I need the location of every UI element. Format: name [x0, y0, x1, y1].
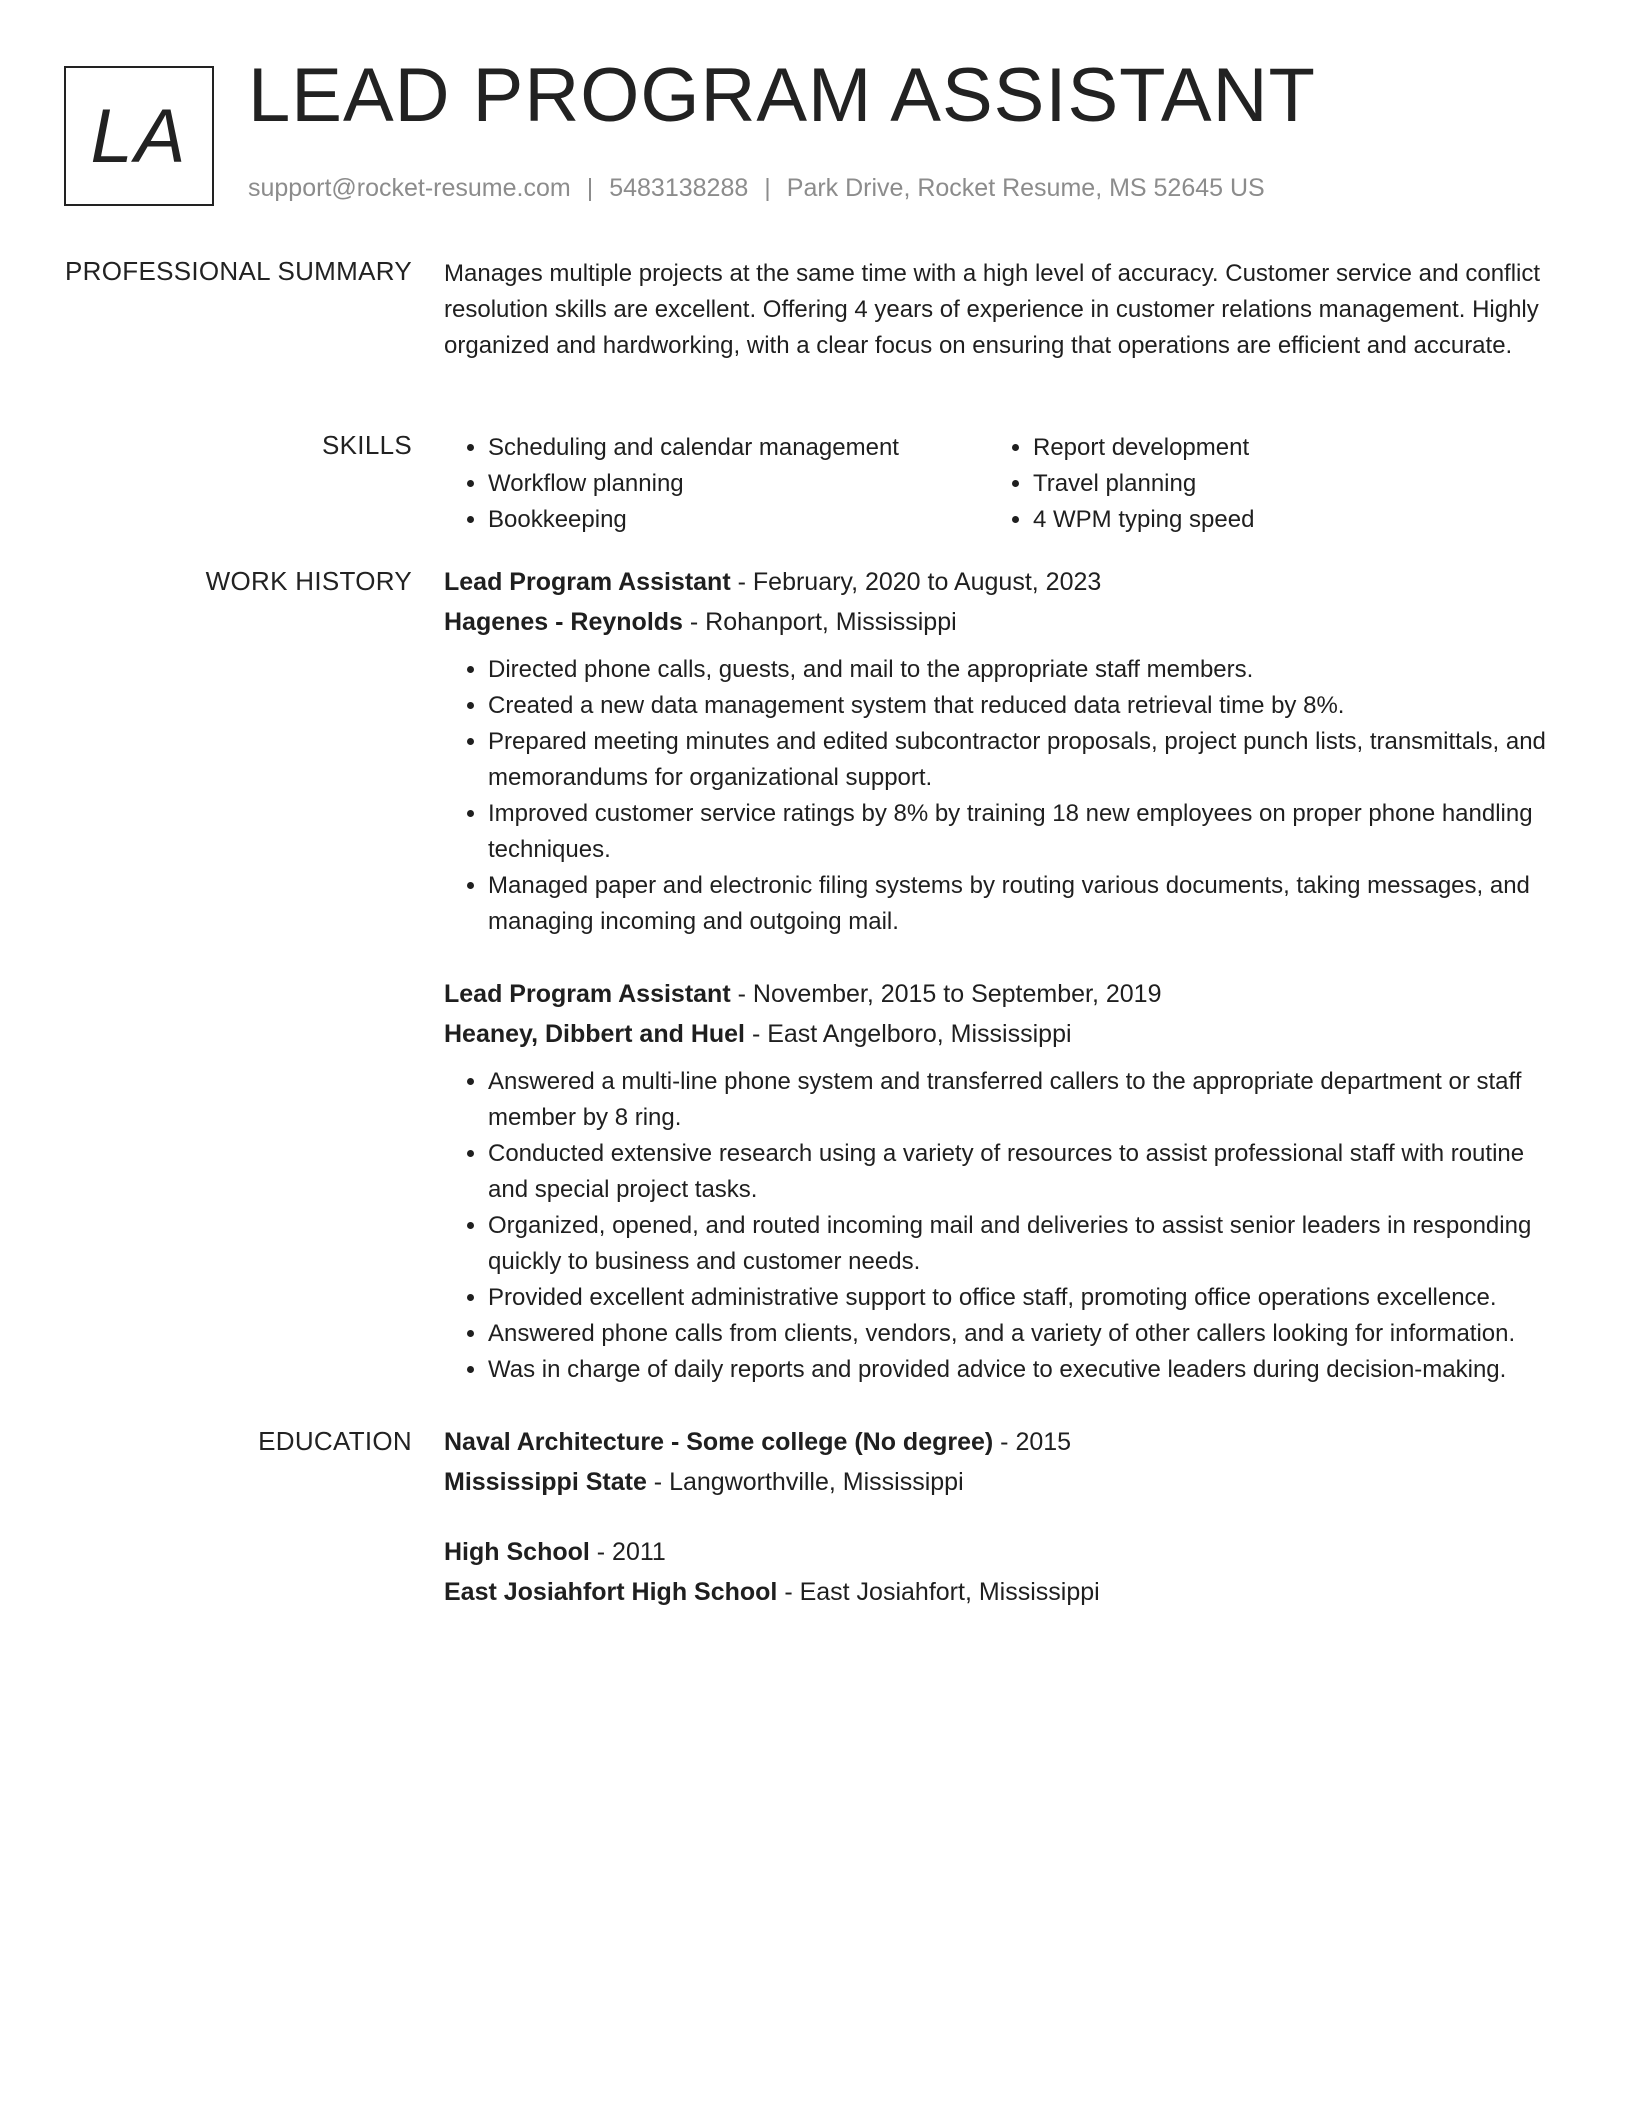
- edu-school-line: [444, 1462, 1556, 1502]
- skill-item: • 4 WPM typing speed: [1033, 502, 1534, 538]
- edu-location: - Langworthville, Mississippi: [646, 1468, 964, 1496]
- job-entry: [444, 974, 1556, 1388]
- job-duty: • Was in charge of daily reports and provided advice to executive leaders during decision-making.: [488, 1352, 1556, 1388]
- skill-item: • Travel planning: [1033, 466, 1534, 502]
- job-duties-list: [444, 1064, 1556, 1388]
- contact-line: [248, 174, 1265, 203]
- job-duty: • Provided excellent administrative support to office staff, promoting office operations excellence.: [488, 1280, 1556, 1316]
- skills-list-left: [444, 430, 989, 538]
- job-duty: • Conducted extensive research using a variety of resources to assist professional staff with routine and special project tasks.: [488, 1136, 1556, 1208]
- monogram-initials: LA: [90, 93, 188, 179]
- job-title: Lead Program Assistant: [444, 568, 731, 596]
- contact-separator: |: [764, 174, 771, 202]
- contact-separator: |: [586, 174, 594, 202]
- contact-email: support@rocket-resume.com: [248, 174, 571, 202]
- skills-heading: SKILLS: [322, 430, 412, 460]
- edu-year: - 2015: [993, 1428, 1072, 1456]
- job-company: Heaney, Dibbert and Huel: [444, 1020, 745, 1048]
- skill-item: • Report development: [1033, 430, 1534, 466]
- skill-item: • Scheduling and calendar management: [488, 430, 989, 466]
- job-entry: [444, 562, 1556, 940]
- skill-item: • Workflow planning: [488, 466, 989, 502]
- contact-address: Park Drive, Rocket Resume, MS 52645 US: [786, 174, 1265, 202]
- edu-degree-line: [444, 1422, 1556, 1462]
- monogram-box: [64, 66, 214, 206]
- contact-phone: 5483138288: [609, 174, 749, 202]
- summary-text: Manages multiple projects at the same time with a high level of accuracy. Customer service and conflict resolution skills are excellent. Offering 4 years of experience in customer relations management. Highly organized and hardworking, with a clear focus on ensuring that operations are efficient and accurate.: [444, 260, 1541, 359]
- skills-body: [444, 430, 1556, 538]
- job-company: Hagenes - Reynolds: [444, 608, 683, 636]
- job-duty: • Prepared meeting minutes and edited subcontractor proposals, project punch lists, transmittals, and memorandums for organizational support.: [488, 724, 1556, 796]
- skills-list-right: [989, 430, 1534, 538]
- job-location: - East Angelboro, Mississippi: [745, 1020, 1072, 1048]
- job-duty: • Answered phone calls from clients, vendors, and a variety of other callers looking for information.: [488, 1316, 1556, 1352]
- job-duties-list: [444, 652, 1556, 940]
- job-duty: • Directed phone calls, guests, and mail to the appropriate staff members.: [488, 652, 1556, 688]
- job-dates: - November, 2015 to September, 2019: [730, 980, 1162, 1008]
- job-location: - Rohanport, Mississippi: [682, 608, 957, 636]
- education-entry: [444, 1532, 1556, 1612]
- resume-name: LEAD PROGRAM ASSISTANT: [248, 53, 1316, 138]
- edu-year: - 2011: [589, 1538, 666, 1566]
- edu-degree: High School: [444, 1538, 590, 1566]
- edu-school: East Josiahfort High School: [444, 1578, 778, 1606]
- job-duty: • Created a new data management system that reduced data retrieval time by 8%.: [488, 688, 1556, 724]
- job-company-line: [444, 602, 1556, 642]
- summary-body: [444, 256, 1556, 364]
- job-duty: • Managed paper and electronic filing systems by routing various documents, taking messages, and managing incoming and outgoing mail.: [488, 868, 1556, 940]
- edu-location: - East Josiahfort, Mississippi: [777, 1578, 1100, 1606]
- job-duty: • Answered a multi-line phone system and transferred callers to the appropriate department or staff member by 8 ring.: [488, 1064, 1556, 1136]
- job-title-line: [444, 562, 1556, 602]
- skill-item: • Bookkeeping: [488, 502, 989, 538]
- job-title: Lead Program Assistant: [444, 980, 731, 1008]
- edu-degree: Naval Architecture - Some college (No degree): [444, 1428, 994, 1456]
- job-title-line: [444, 974, 1556, 1014]
- work-history-heading: WORK HISTORY: [205, 566, 412, 596]
- job-duty: • Improved customer service ratings by 8% by training 18 new employees on proper phone handling techniques.: [488, 796, 1556, 868]
- summary-heading: PROFESSIONAL SUMMARY: [65, 256, 412, 286]
- skills-grid: [444, 430, 1556, 538]
- job-dates: - February, 2020 to August, 2023: [730, 568, 1102, 596]
- education-heading: EDUCATION: [258, 1426, 412, 1456]
- education-entry: [444, 1422, 1556, 1502]
- job-company-line: [444, 1014, 1556, 1054]
- edu-school-line: [444, 1572, 1556, 1612]
- edu-school: Mississippi State: [444, 1468, 647, 1496]
- job-duty: • Organized, opened, and routed incoming mail and deliveries to assist senior leaders in responding quickly to business and customer needs.: [488, 1208, 1556, 1280]
- edu-degree-line: [444, 1532, 1556, 1572]
